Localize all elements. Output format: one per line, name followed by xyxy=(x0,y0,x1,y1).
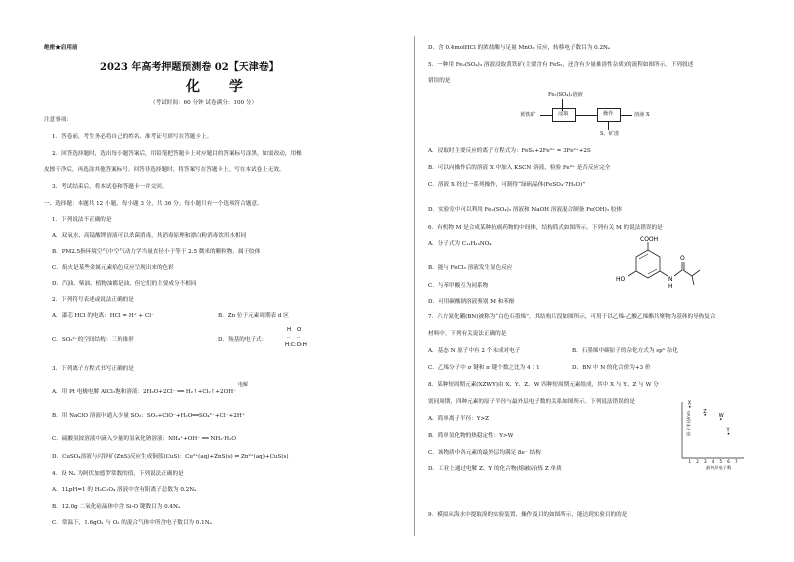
q2-stem: 2．下列符号表述或说法正确的是 xyxy=(52,297,134,303)
flow-arrow-3 xyxy=(620,115,632,116)
chart-points xyxy=(688,401,731,435)
chart-x-ticks xyxy=(689,459,739,464)
svg-text:‥: ‥ xyxy=(287,334,291,340)
q1-option-d: D．汽油、柴油、植物油都是油，但它们的主要成分不相同 xyxy=(52,281,197,287)
q4-option-a: A．1LpH=1 的 H₂C₂O₄ 溶液中含有阳离子总数为 0.2Nₐ xyxy=(52,487,197,493)
chart-point-label: X xyxy=(687,400,692,407)
q5-stem: 5．一种用 Fe₂(SO₄)₃ 溶液浸取黄铁矿(主要含有 FeS₂，还含有少量难溶性杂质)的流程如图所示。下列叙述 xyxy=(428,62,694,68)
page-title: 2023 年高考押题预测卷 02【天津卷】 xyxy=(100,62,279,73)
q4-stem: 4．设 Nₐ 为阿伏加德罗常数的值，下列说法正确的是 xyxy=(52,471,184,477)
chart-y-label: 原子半径/nm xyxy=(686,411,691,436)
chart-x-tick: 3 xyxy=(704,459,707,464)
q6-option-a: A．分子式为 C₁₁H₁₃NO₄ xyxy=(428,241,492,247)
q6-molecule-structure xyxy=(618,238,738,298)
svg-text:O: O xyxy=(297,327,302,333)
flow-arrow-1 xyxy=(540,115,552,116)
flow-arrow-2 xyxy=(575,115,597,116)
q9-stem: 9．模拟从海水中提取溴的实验装置、操作及目的如图所示，能达到实验目的的是 xyxy=(428,512,628,518)
q2-option-b: B．Zn 位于元素周期表 d 区 xyxy=(218,313,289,319)
q2-option-c: C．SO₃²⁻的空间结构：三角锥形 xyxy=(52,337,134,343)
chart-x-tick: 7 xyxy=(735,459,738,464)
q7-stem-cont: 材料中。下列有关说法正确的是 xyxy=(428,331,507,337)
subject-heading: 化 学 xyxy=(186,79,255,95)
q1-stem: 1．下列说法不正确的是 xyxy=(52,217,112,223)
q7-option-c: C．乙烯分子中 σ 键和 π 键个数之比为 4∶1 xyxy=(428,365,540,371)
q3-stem: 3．下列离子方程式书写正确的是 xyxy=(52,366,134,372)
q8-radius-chart xyxy=(668,400,748,470)
q3-option-b: B．用 NaClO 溶液中通入少量 SO₂：SO₂+ClO⁻+H₂O══SO₄²⁻+Cl⁻+2H⁺ xyxy=(52,413,245,419)
q6-option-b: B．能与 FeCl₃ 溶液发生显色反应 xyxy=(428,265,513,271)
svg-text:H:C:O:H: H:C:O:H xyxy=(285,342,307,348)
q8-option-b: B．简单氢化物的热稳定性：Y>W xyxy=(428,433,514,439)
q3-option-d: D．CuSO₄溶液与闪锌矿(ZnS)反应生成铜蓝(CuS)：Cu²⁺(aq)+ZnS(s) ⇌ Zn²⁺(aq)+CuS(s) xyxy=(52,454,289,460)
flow-reagent: Fe₂(SO₄)₃溶液 xyxy=(548,92,583,98)
chart-x-tick: 2 xyxy=(696,459,699,464)
flow-box-leach-label: 浸取 xyxy=(558,111,569,117)
q8-option-d: D．工业上通过电解 Z、Y 的化合物(熔融)冶炼 Z 单质 xyxy=(428,466,562,472)
q3-a-electrolysis-label: 电解 xyxy=(238,382,249,388)
h-label: H xyxy=(668,283,673,290)
carboxyl-electron-formula xyxy=(285,325,315,349)
flow-box-operation-label: 操作 xyxy=(603,111,614,117)
note-2-cont: 皮擦干净后，再选涂其他答案标号。回答非选择题时，将答案写在答题卡上。写在本试卷上无效。 xyxy=(44,167,285,173)
q4-option-d: D．含 0.4molHCl 的浓盐酸与足量 MnO₂ 反应，转移电子数目为 0.2Nₐ xyxy=(428,45,611,51)
q7-option-a: A．基态 N 原子中有 2 个未成对电子 xyxy=(428,348,521,354)
chart-point-label: Y xyxy=(726,427,730,434)
q8-option-a: A．简单离子半径：Y>Z xyxy=(428,416,490,422)
q2-option-d: D．羧基的电子式： xyxy=(218,337,268,343)
chart-x-tick: 1 xyxy=(688,459,692,464)
q8-option-c: C．该物质中各元素的最外层均满足 8e⁻ 结构 xyxy=(428,450,541,456)
flow-input: 黄铁矿 xyxy=(520,112,536,118)
q5-stem-cont: 错误的是 xyxy=(428,78,451,84)
q3-option-a: A．用 Pt 电极电解 AlCl₃饱和溶液：2H₂O+2Cl⁻ ══ H₂↑+Cl₂↑+2OH⁻ xyxy=(52,389,237,395)
q4-option-c: C．常温下，1.6gO₂ 与 O₃ 的混合气体中所含电子数目为 0.1Nₐ xyxy=(52,520,212,526)
o-label: O xyxy=(680,255,685,262)
q8-stem: 8．某种短周期元素(XZWY)由 X、Y、Z、W 四种短周期元素组成，其中 X 与 Y、Z 与 W 分 xyxy=(428,382,659,388)
q3-option-c: C．硫酸氢铵溶液中滴入少量的氢氧化钠溶液：NH₄⁺+OH⁻ ══ NH₃·H₂O xyxy=(52,436,237,442)
secret-label: 绝密★启用前 xyxy=(44,45,78,51)
q1-option-b: B．PM2.5指环境空气中空气动力学当量直径小于等于 2.5 微米的颗粒物，属于胶体 xyxy=(52,249,261,255)
q8-stem-cont: 别同周期，四种元素的原子半径与最外层电子数的关系如图所示。下列说法错误的是 xyxy=(428,399,635,405)
note-2: 2．回答选择题时，选出每小题答案后，用铅笔把答题卡上对应题目的答案标号涂黑。如需改动，用橡 xyxy=(52,151,302,157)
q1-option-a: A．双氧水、高锰酸钾溶液可以杀菌消毒，其消毒原理和漂白粉消毒饮用水相同 xyxy=(52,233,247,239)
flow-residue: S、矿渣 xyxy=(600,131,620,137)
q5-option-a: A．浸取时主要反应的离子方程式为：FeS₂+2Fe³⁺ = 3Fe²⁺+2S xyxy=(428,148,591,154)
svg-text:H: H xyxy=(287,327,292,333)
svg-text:‥: ‥ xyxy=(297,334,301,340)
right-column xyxy=(400,0,794,562)
cooh-label: COOH xyxy=(640,236,659,243)
chart-x-tick: 4 xyxy=(711,459,715,464)
chart-x-tick: 6 xyxy=(727,459,730,464)
chart-point-label: W xyxy=(718,413,724,420)
note-1: 1．答卷前，考生务必将自己的姓名、准考证号填写在答题卡上。 xyxy=(52,134,213,140)
q1-option-c: C．焰火是某些金属元素焰色反应呈现出来的色彩 xyxy=(52,265,174,271)
q6-stem: 6．有机物 M 是合成某种抗癌药物的中间体，结构简式如图所示。下列有关 M 的说法错误的是 xyxy=(428,225,663,231)
notes-header: 注意事项： xyxy=(44,117,72,123)
q6-option-d: D．可用碳酸钠溶液鉴别 M 和苯酚 xyxy=(428,299,515,305)
q7-stem: 7．六方氮化硼(BN)被称为“白色石墨烯”，其结构片段如图所示，可用于以乙烯-乙酸乙烯酯共聚物为基体的导热复合 xyxy=(428,314,716,320)
q7-option-b: B．石墨烯中碳原子的杂化方式为 sp³ 杂化 xyxy=(572,348,678,354)
ho-label: HO xyxy=(616,276,626,283)
chart-x-tick: 5 xyxy=(719,459,723,464)
flow-output: 溶液 X xyxy=(634,112,650,118)
flow-box-leach xyxy=(552,108,576,122)
q5-option-b: B．可以向操作后的溶液 X 中加入 KSCN 溶液，检验 Fe³⁺ 是否反应完全 xyxy=(428,165,611,171)
chart-x-label: 最外层电子数 xyxy=(706,465,732,470)
flow-box-operation xyxy=(597,108,621,122)
q4-option-b: B．12.0g 二氧化硅晶体中含 Si-O 键数目为 0.4Nₐ xyxy=(52,504,181,510)
exam-meta: （考试时间：60 分钟 试卷满分：100 分） xyxy=(150,100,258,106)
section-heading: 一、选择题：本题共 12 小题，每小题 3 分，共 36 分。每小题只有一个选项符合题意。 xyxy=(44,201,263,207)
q7-option-d: D．BN 中 N 的化合价为+3 价 xyxy=(572,365,651,371)
q6-option-c: C．与苯甲酸互为同系物 xyxy=(428,283,489,289)
note-3: 3．考试结束后，将本试卷和答题卡一并交回。 xyxy=(52,184,168,190)
chart-point-label: Z xyxy=(703,408,707,415)
n-label: N xyxy=(668,276,673,283)
q5-option-c: C．溶液 X 经过一系列操作，可制得“绿矾晶体(FeSO₄·7H₂O)” xyxy=(428,182,586,188)
q5-option-d: D．实验室中可以利用 Fe₂(SO₄)₃ 溶液和 NaOH 溶液混合制备 Fe(OH)₃ 胶体 xyxy=(428,207,623,213)
flow-residue-arrow xyxy=(608,121,609,130)
q2-option-a: A．漆芯 HCl 的电离：HCl = H⁺ + Cl⁻ xyxy=(52,313,154,319)
